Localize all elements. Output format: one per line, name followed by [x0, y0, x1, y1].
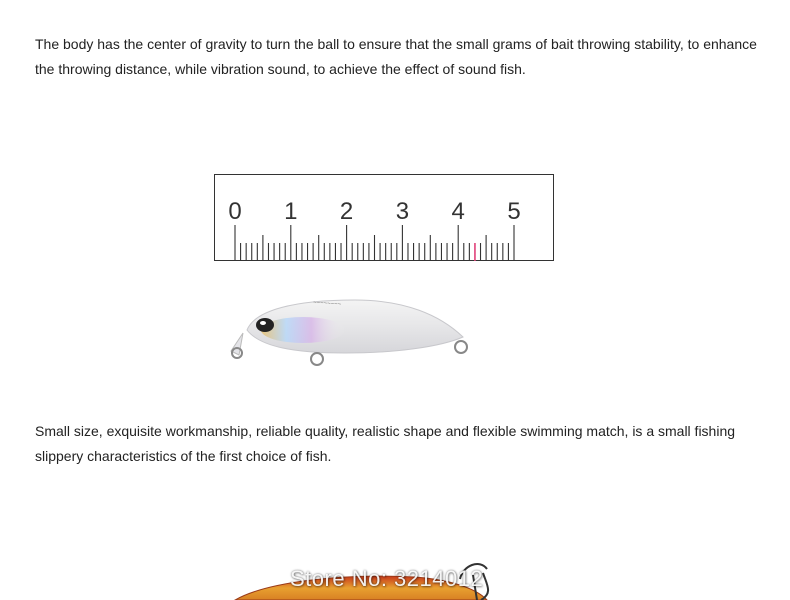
- lure-eye: [256, 318, 274, 332]
- ruler-label: 3: [395, 198, 410, 225]
- description-paragraph-1: The body has the center of gravity to turn the ball to ensure that the small grams of bait throwing stability, to enhance the throwing distance, while vibration sound, to achieve the effect of sound fish.: [35, 36, 757, 77]
- ruler-label: 4: [451, 198, 465, 225]
- ruler-label: 0: [228, 198, 242, 225]
- store-watermark: Store No: 3214012: [290, 566, 484, 591]
- ruler-label: 5: [507, 198, 521, 225]
- lure-belly-ring: [311, 353, 323, 365]
- measurement-ruler: [214, 174, 554, 261]
- description-paragraph-2: Small size, exquisite workmanship, reliable quality, realistic shape and flexible swimming match, is a small fishing slippery characteristics of the first choice of fish.: [35, 423, 736, 464]
- minnow-lure-image: [225, 285, 480, 370]
- lure-rainbow-flash: [261, 317, 345, 343]
- svg-text:~~~~~~~~: ~~~~~~~~: [312, 300, 342, 308]
- ruler-label: 1: [284, 198, 298, 225]
- ruler-scale: [215, 175, 555, 262]
- ruler-label: 2: [339, 198, 354, 225]
- lure-tail-ring: [455, 341, 467, 353]
